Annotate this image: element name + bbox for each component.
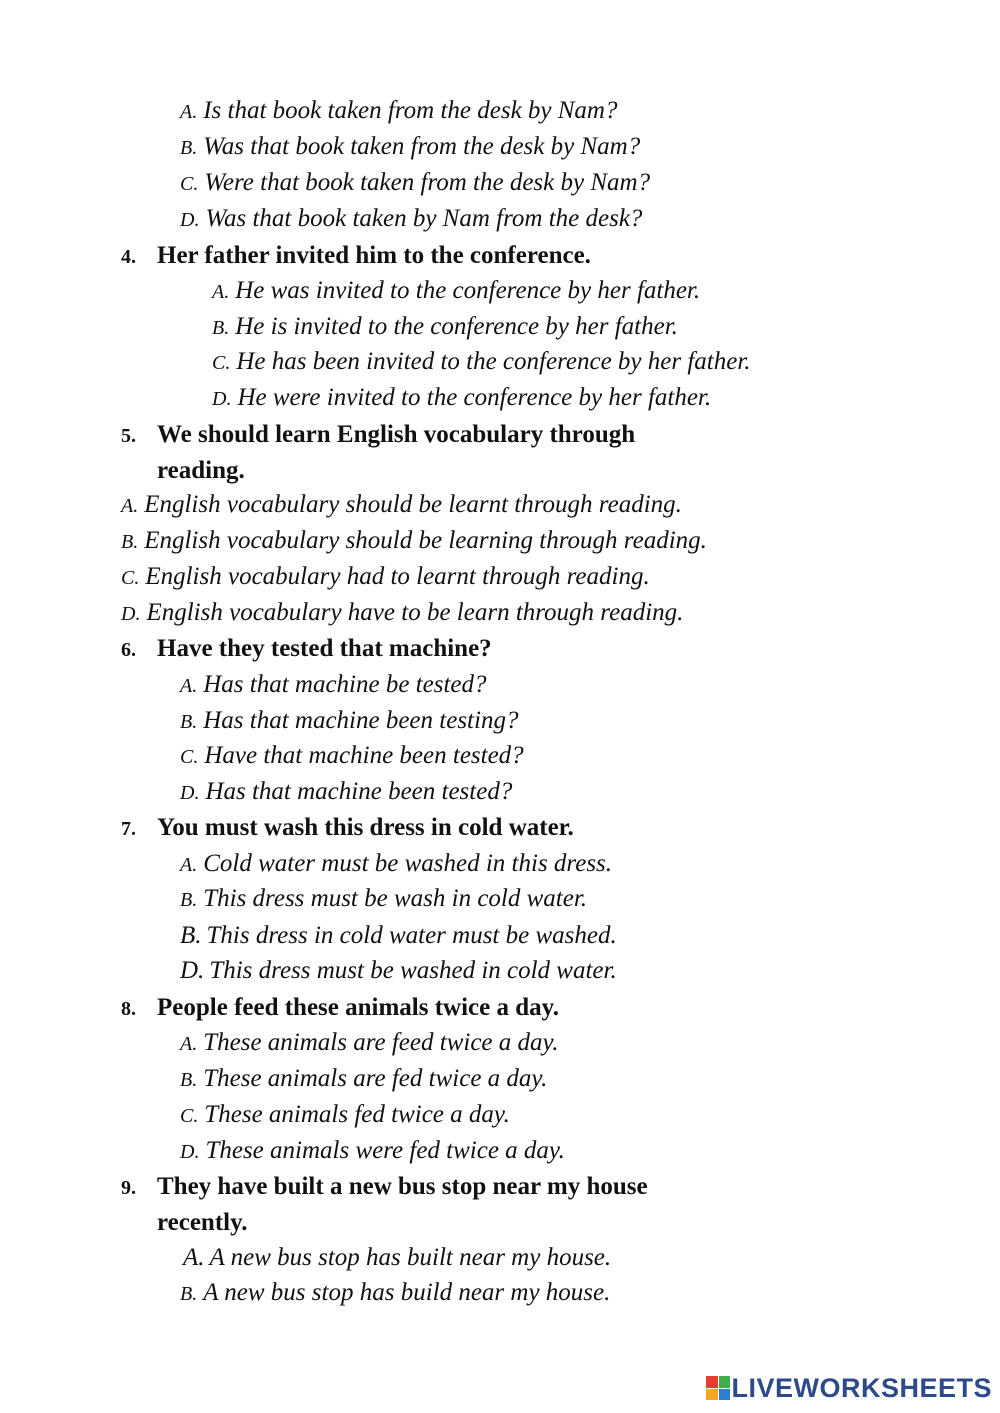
- question-4: 4. Her father invited him to the conference.: [121, 242, 591, 269]
- q7-option-b-second: B. This dress in cold water must be washed.: [180, 922, 617, 949]
- question-6: 6. Have they tested that machine?: [121, 635, 492, 662]
- q7-option-b: B. This dress must be wash in cold water.: [180, 885, 588, 912]
- q4-option-d: D. He were invited to the conference by her father.: [212, 384, 712, 411]
- question-9: 9. They have built a new bus stop near my house: [121, 1173, 648, 1200]
- question-9-continuation: recently.: [157, 1209, 248, 1236]
- q6-option-a: A. Has that machine be tested?: [180, 671, 487, 698]
- q8-option-a: A. These animals are feed twice a day.: [180, 1029, 559, 1056]
- q8-option-c: C. These animals fed twice a day.: [180, 1101, 510, 1128]
- logo-square-red: [706, 1376, 718, 1388]
- logo-square-blue: [719, 1389, 731, 1401]
- q7-option-d: D. This dress must be washed in cold water.: [180, 957, 617, 984]
- q5-option-c: C. English vocabulary had to learnt through reading.: [121, 563, 650, 590]
- q6-option-b: B. Has that machine been testing?: [180, 707, 519, 734]
- q9-option-b: B. A new bus stop has build near my house.: [180, 1279, 611, 1306]
- q7-option-a: A. Cold water must be washed in this dress.: [180, 850, 613, 877]
- liveworksheets-wordmark: LIVEWORKSHEETS: [731, 1372, 992, 1403]
- liveworksheets-logo-icon: [706, 1376, 730, 1400]
- q3-option-d: D. Was that book taken by Nam from the desk?: [180, 205, 643, 232]
- question-5: 5. We should learn English vocabulary through: [121, 421, 636, 448]
- question-5-continuation: reading.: [157, 457, 245, 484]
- q6-option-d: D. Has that machine been tested?: [180, 778, 513, 805]
- q8-option-b: B. These animals are fed twice a day.: [180, 1065, 548, 1092]
- q3-option-c: C. Were that book taken from the desk by Nam?: [180, 169, 651, 196]
- q4-option-a: A. He was invited to the conference by her father.: [212, 277, 701, 304]
- q3-option-b: B. Was that book taken from the desk by Nam?: [180, 133, 641, 160]
- q9-option-a: A. A new bus stop has built near my house.: [183, 1244, 612, 1271]
- liveworksheets-logo[interactable]: [706, 1371, 992, 1405]
- q5-option-a: A. English vocabulary should be learnt through reading.: [121, 491, 682, 518]
- logo-square-green: [719, 1376, 731, 1388]
- q3-option-a: A. Is that book taken from the desk by Nam?: [180, 97, 618, 124]
- q6-option-c: C. Have that machine been tested?: [180, 742, 524, 769]
- question-8: 8. People feed these animals twice a day.: [121, 994, 560, 1021]
- q8-option-d: D. These animals were fed twice a day.: [180, 1137, 565, 1164]
- logo-square-orange: [706, 1389, 718, 1401]
- question-7: 7. You must wash this dress in cold water.: [121, 814, 574, 841]
- q4-option-b: B. He is invited to the conference by her father.: [212, 313, 678, 340]
- q5-option-d: D. English vocabulary have to be learn through reading.: [121, 599, 684, 626]
- q4-option-c: C. He has been invited to the conference by her father.: [212, 348, 751, 375]
- q5-option-b: B. English vocabulary should be learning through reading.: [121, 527, 707, 554]
